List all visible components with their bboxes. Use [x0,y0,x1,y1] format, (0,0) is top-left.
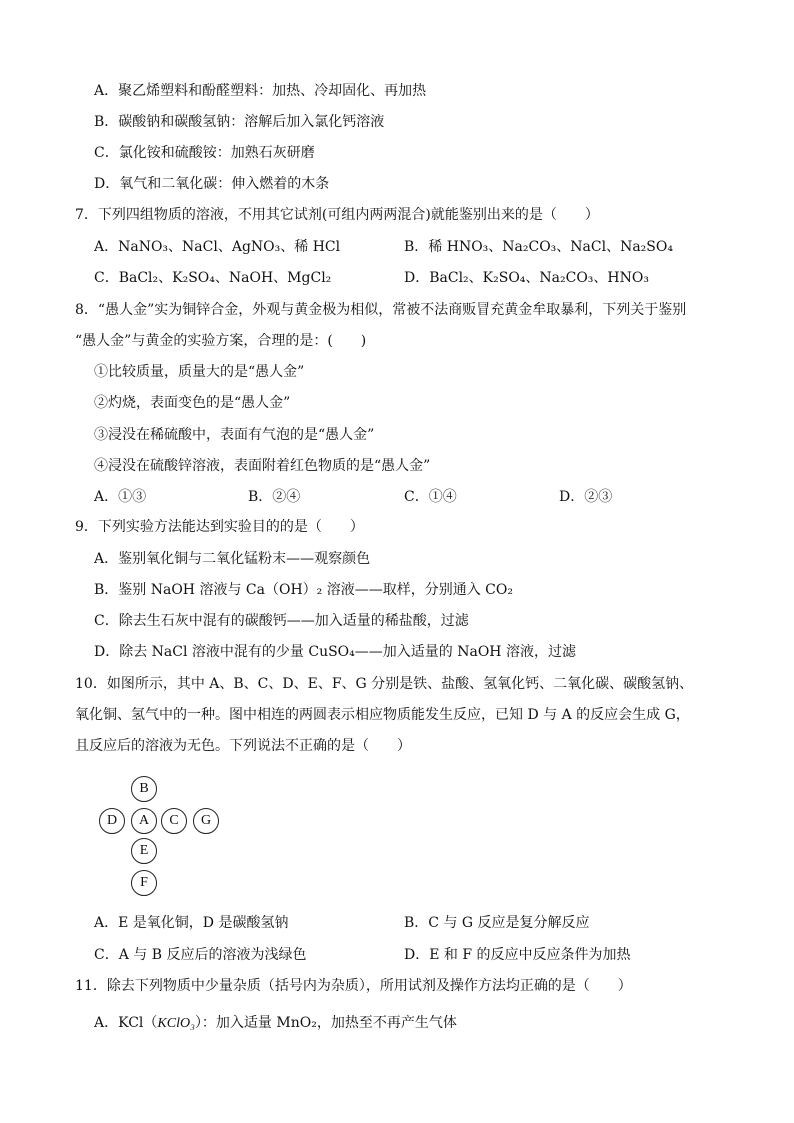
circle-g: G [193,808,219,834]
q9-option-b: B．鉴别 NaOH 溶液与 Ca（OH）₂ 溶液——取样，分别通入 CO₂ [94,582,513,598]
q10-option-c: C．A 与 B 反应后的溶液为浅绿色 [94,947,307,963]
q7-option-b: B．稀 HNO₃、Na₂CO₃、NaCl、Na₂SO₄ [404,239,673,255]
q10-stem-line-3: 且反应后的溶液为无色。下列说法不正确的是（ ） [75,738,411,754]
circle-c: C [161,808,187,834]
q6-option-d: D．氧气和二氧化碳：伸入燃着的木条 [94,176,330,192]
q7-option-a: A．NaNO₃、NaCl、AgNO₃、稀 HCl [94,239,341,255]
q10-option-b: B．C 与 G 反应是复分解反应 [404,915,590,931]
q10-stem-line-1: 10．如图所示，其中 A、B、C、D、E、F、G 分别是铁、盐酸、氢氧化钙、二氧化碳、碳酸氢钠、 [75,676,694,692]
q8-option-d: D．②③ [559,489,613,505]
q8-stem-line-2: “愚人金”与黄金的实验方案，合理的是：( ) [75,333,367,349]
q7-stem: 7．下列四组物质的溶液，不用其它试剂(可组内两两混合)就能鉴别出来的是（ ） [75,207,599,223]
q10-option-d: D．E 和 F 的反应中反应条件为加热 [404,947,631,963]
q9-option-d: D．除去 NaCl 溶液中混有的少量 CuSO₄——加入适量的 NaOH 溶液，过滤 [94,644,576,660]
q9-stem: 9．下列实验方法能达到实验目的的是（ ） [75,519,364,535]
q7-option-d: D．BaCl₂、K₂SO₄、Na₂CO₃、HNO₃ [404,270,649,286]
q10-stem-line-2: 氧化铜、氢气中的一种。图中相连的两圆表示相应物质能发生反应，已知 D 与 A 的反应会生成 G， [75,707,690,723]
q9-option-a: A．鉴别氧化铜与二氧化锰粉末——观察颜色 [94,551,371,567]
q8-option-b: B．②④ [248,489,301,505]
q8-statement-3: ③浸没在稀硫酸中，表面有气泡的是“愚人金” [94,427,375,443]
q10-option-a: A．E 是氧化铜，D 是碳酸氢钠 [94,915,289,931]
q8-statement-1: ①比较质量，质量大的是“愚人金” [94,364,305,380]
reaction-circle-diagram [96,776,226,898]
q11-option-a-prefix: A．KCl（ [94,1015,158,1031]
q6-option-c: C．氯化铵和硫酸铵：加熟石灰研磨 [94,145,315,161]
q9-option-c: C．除去生石灰中混有的碳酸钙——加入适量的稀盐酸，过滤 [94,613,469,629]
circle-b: B [131,776,157,802]
q11-stem: 11．除去下列物质中少量杂质（括号内为杂质），所用试剂及操作方法均正确的是（ ） [75,978,632,994]
q8-statement-4: ④浸没在硫酸锌溶液，表面附着红色物质的是“愚人金” [94,458,431,474]
q8-statement-2: ②灼烧，表面变色的是“愚人金” [94,395,291,411]
circle-d: D [99,808,125,834]
circle-e: E [131,838,157,864]
q8-option-a: A．①③ [94,489,147,505]
q8-stem-line-1: 8．“愚人金”实为铜锌合金，外观与黄金极为相似，常被不法商贩冒充黄金牟取暴利，下列关于鉴别 [75,302,687,318]
q8-option-c: C．①④ [404,489,457,505]
q11-option-a-suffix: ）：加入适量 MnO₂，加热至不再产生气体 [194,1015,457,1031]
q6-option-a: A．聚乙烯塑料和酚醛塑料：加热、冷却固化、再加热 [94,83,427,99]
q6-option-b: B．碳酸钠和碳酸氢钠：溶解后加入氯化钙溶液 [94,114,385,130]
q11-option-a [94,1014,457,1033]
q7-option-c: C．BaCl₂、K₂SO₄、NaOH、MgCl₂ [94,270,332,286]
circle-f: F [131,870,157,896]
circle-a: A [131,808,157,834]
q11-option-a-formula: KClO₃ [157,1016,195,1031]
